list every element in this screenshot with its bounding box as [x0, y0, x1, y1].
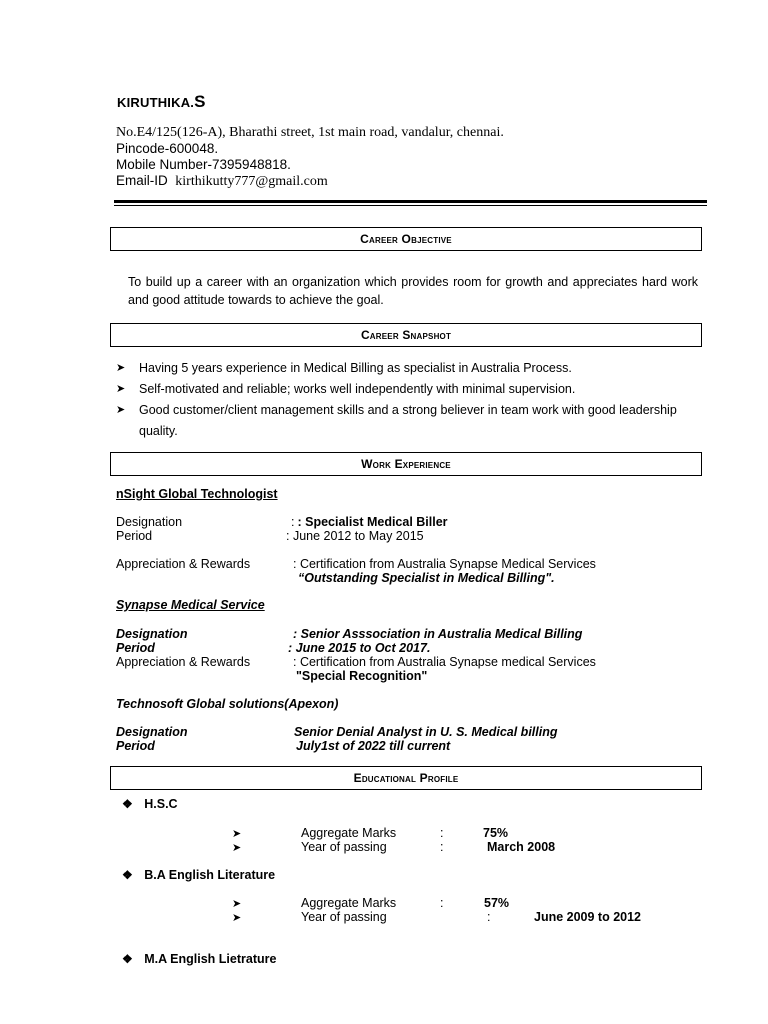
- marks-label: Aggregate Marks: [301, 896, 397, 910]
- email-label: Email-ID: [116, 173, 168, 188]
- award-text: “Outstanding Specialist in Medical Billing".: [298, 571, 555, 585]
- designation-value: : Senior Asssociation in Australia Medical Billing: [293, 627, 583, 641]
- career-snapshot-heading: Career Snapshot: [110, 323, 702, 347]
- designation-label: Designation: [116, 515, 183, 529]
- period-value: : June 2015 to Oct 2017.: [288, 641, 431, 655]
- marks-label: Aggregate Marks: [301, 826, 397, 840]
- year-label: Year of passing: [301, 840, 387, 854]
- marks-value: 57%: [484, 896, 510, 910]
- arrow-bullet-icon: ➤: [116, 404, 126, 416]
- arrow-bullet-icon: ➤: [232, 842, 242, 854]
- educational-profile-heading: Educational Profile: [110, 766, 702, 790]
- colon: :: [487, 910, 491, 924]
- education-title: ❖ B.A English Literature: [122, 868, 276, 882]
- mobile-number: Mobile Number-7395948818.: [116, 157, 291, 172]
- header-divider-thin: [114, 205, 707, 206]
- education-title: ❖ M.A English Lietrature: [122, 952, 277, 966]
- period-value: July1st of 2022 till current: [296, 739, 451, 753]
- arrow-bullet-icon: ➤: [116, 362, 126, 374]
- period-label: Period: [116, 641, 155, 655]
- period-label: Period: [116, 529, 153, 543]
- email-address: kirthikutty777@gmail.com: [175, 174, 328, 189]
- diamond-bullet-icon: ❖: [122, 797, 133, 811]
- arrow-bullet-icon: ➤: [232, 912, 242, 924]
- work-experience-heading: Work Experience: [110, 452, 702, 476]
- candidate-name: KIRUTHIKA.S: [117, 92, 206, 111]
- education-title: ❖ H.S.C: [122, 797, 178, 811]
- company-name: Synapse Medical Service: [116, 598, 265, 612]
- snapshot-item: ➤ Having 5 years experience in Medical Billing as specialist in Australia Process.: [116, 358, 701, 379]
- email-line: [116, 173, 328, 190]
- arrow-bullet-icon: ➤: [232, 828, 242, 840]
- pincode: Pincode-600048.: [116, 141, 219, 156]
- designation-value: : : Specialist Medical Biller: [291, 515, 448, 529]
- snapshot-item: ➤ Self-motivated and reliable; works well independently with minimal supervision.: [116, 379, 701, 400]
- marks-value: 75%: [483, 826, 509, 840]
- designation-label: Designation: [116, 725, 188, 739]
- colon: :: [440, 826, 444, 840]
- award-text: "Special Recognition": [296, 669, 428, 683]
- company-name: nSight Global Technologist: [116, 487, 278, 501]
- address: No.E4/125(126-A), Bharathi street, 1st main road, vandalur, chennai.: [116, 125, 504, 140]
- year-label: Year of passing: [301, 910, 387, 924]
- objective-text: To build up a career with an organization which provides room for growth and appreciates hard work and good attitude towards to achieve the goal.: [128, 275, 698, 307]
- career-objective-heading: Career Objective: [110, 227, 702, 251]
- arrow-bullet-icon: ➤: [232, 898, 242, 910]
- year-value: June 2009 to 2012: [534, 910, 642, 924]
- appreciation-label: Appreciation & Rewards: [116, 557, 251, 571]
- header-divider-thick: [114, 200, 707, 203]
- diamond-bullet-icon: ❖: [122, 952, 133, 966]
- arrow-bullet-icon: ➤: [116, 383, 126, 395]
- company-name: Technosoft Global solutions(Apexon): [116, 697, 339, 711]
- period-label: Period: [116, 739, 155, 753]
- designation-label: Designation: [116, 627, 188, 641]
- appreciation-label: Appreciation & Rewards: [116, 655, 251, 669]
- designation-value: Senior Denial Analyst in U. S. Medical billing: [294, 725, 558, 739]
- year-value: March 2008: [487, 840, 556, 854]
- colon: :: [440, 896, 444, 910]
- diamond-bullet-icon: ❖: [122, 868, 133, 882]
- appreciation-value: : Certification from Australia Synapse medical Services: [293, 655, 596, 669]
- period-value: : June 2012 to May 2015: [286, 529, 424, 543]
- appreciation-value: : Certification from Australia Synapse Medical Services: [293, 557, 596, 571]
- colon: :: [440, 840, 444, 854]
- snapshot-item: ➤ Good customer/client management skills and a strong believer in team work with good leadership quality.: [116, 400, 701, 442]
